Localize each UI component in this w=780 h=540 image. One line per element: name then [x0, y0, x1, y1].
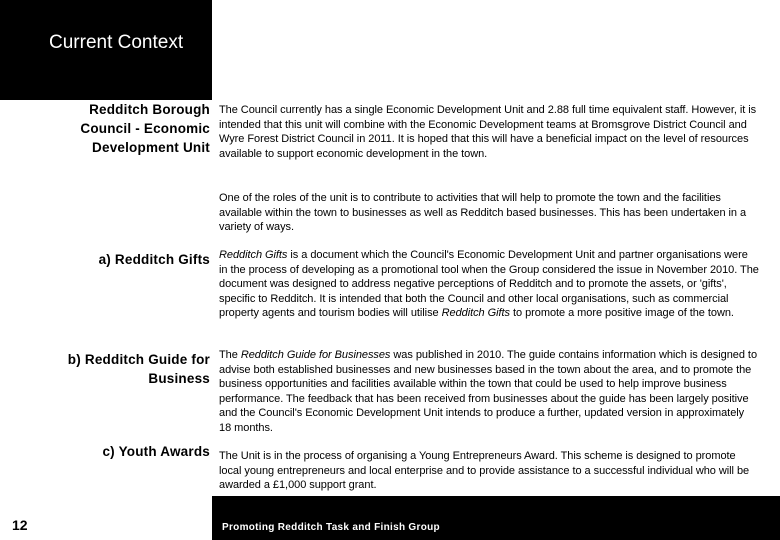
- footer-bar: [212, 496, 780, 540]
- paragraph-youth-awards: The Unit is in the process of organising a Young Entrepreneurs Award. This scheme is designed to promote local young entrepreneurs and local enterprise and to provide assistance to a successful individual who will be awarded a £1,000 support grant.: [219, 450, 750, 491]
- italic-title: Redditch Guide for Businesses: [240, 349, 391, 361]
- section-label-youth-awards: [102, 442, 210, 461]
- paragraph-redditch-gifts: [219, 248, 759, 321]
- page-title: Current Context: [49, 32, 184, 53]
- section-label-guide-for-business: [68, 350, 210, 388]
- paragraph-text: was published in 2010. The guide contains information which is designed to advise both established businesses and new businesses based in the town about the area, and to promote the business opportunities and facilities available within the town that could be used to help improve business performance. The feedback that has been received from businesses about the guide has been largely positive and the Council's Economic Development Unit intends to produce a further, updated version in approximately 18 months.: [219, 349, 758, 434]
- page-number: 12: [12, 517, 28, 533]
- label-line: Business: [148, 371, 210, 386]
- label-line: Redditch Borough: [89, 102, 210, 117]
- label-line: Development Unit: [92, 140, 210, 155]
- section-label-redditch-gifts: [99, 250, 210, 269]
- label-line: a) Redditch Gifts: [98, 252, 210, 267]
- label-line: c) Youth Awards: [102, 444, 210, 459]
- paragraph-guide-for-business: [219, 348, 759, 435]
- label-line: Council - Economic: [80, 121, 210, 136]
- paragraph-text: to promote a more positive image of the town.: [510, 307, 734, 319]
- italic-title: Redditch Gifts: [219, 249, 288, 261]
- paragraph-text: is a document which the Council's Economic Development Unit and partner organisations were in the process of developing as a promotional tool when the Group considered the issue in November 2010. The document was designed to address negative perceptions of Redditch and to promote the assets, or 'gifts', specific to Redditch. It is intended that both the Council and other local organisations, such as commercial property agents and tourism bodies will utilise: [219, 249, 759, 319]
- header-block: [0, 0, 212, 100]
- paragraph-text: The: [219, 349, 241, 361]
- paragraph-unit-role: One of the roles of the unit is to contribute to activities that will help to promote the town and the facilities available within the town to businesses as well as Redditch based businesses. This has been undertaken in a variety of ways.: [219, 192, 747, 233]
- footer-title: Promoting Redditch Task and Finish Group: [222, 522, 440, 533]
- section-label-economic-development-unit: [80, 100, 210, 157]
- label-line: b) Redditch Guide for: [67, 352, 210, 367]
- italic-title: Redditch Gifts: [441, 307, 510, 319]
- paragraph-unit-staffing: The Council currently has a single Economic Development Unit and 2.88 full time equivalent staff. However, it is intended that this unit will combine with the Economic Development teams at Bromsgrove District Council and Wyre Forest District Council in 2011. It is hoped that this will have a beneficial impact on the level of resources available to support economic development in the town.: [219, 104, 757, 160]
